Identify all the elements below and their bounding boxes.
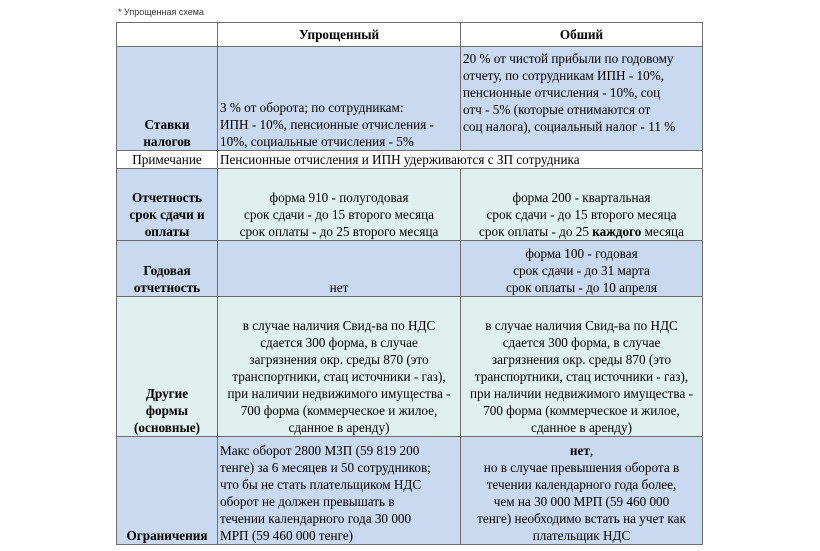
rates-simplified-line: 3 % от оборота; по сотрудникам: — [220, 100, 404, 115]
rates-label-line: Ставки — [144, 117, 190, 132]
other-forms-simplified-line: в случае наличия Свид-ва по НДС — [242, 318, 436, 333]
other-forms-general-line: транспортники, стац источники - газ), — [474, 369, 689, 384]
reporting-simplified — [218, 169, 461, 241]
limits-general-line: но в случае превышения оборота в — [483, 460, 680, 475]
rates-simplified — [218, 47, 461, 151]
annual-simplified: нет — [218, 241, 461, 297]
other-forms-general — [461, 297, 703, 437]
limits-row — [117, 437, 703, 545]
other-forms-general-line: сдается 300 форма, в случае — [502, 335, 661, 350]
other-forms-general-line: 700 форма (коммерческое и жилое, — [483, 403, 680, 418]
limits-general-text: , — [589, 443, 594, 458]
rates-simplified-line: ИПН - 10%, пенсионные отчисления - — [220, 117, 434, 132]
limits-simplified — [218, 437, 461, 545]
reporting-general-text: срок оплаты - до 25 — [479, 224, 593, 239]
other-forms-simplified — [218, 297, 461, 437]
note-row-text: Пенсионные отчисления и ИПН удерживаются с ЗП сотрудника — [218, 151, 703, 169]
reporting-label — [117, 169, 218, 241]
limits-simplified-line: Макс оборот 2800 МЗП (59 819 200 — [220, 443, 420, 458]
footnote-note: * Упрощенная схема — [118, 7, 204, 17]
reporting-simplified-line: срок сдачи - до 15 второго месяца — [244, 207, 434, 222]
annual-general — [461, 241, 703, 297]
header-general: Обший — [461, 23, 703, 47]
reporting-label-line: срок сдачи и — [129, 207, 205, 222]
rates-label — [117, 47, 218, 151]
annual-general-line: срок сдачи - до 31 марта — [513, 263, 650, 278]
limits-general-line: течении календарного года более, — [486, 477, 677, 492]
header-corner-cell — [117, 23, 218, 47]
rates-general-line: соц налога), социальный налог - 11 % — [463, 119, 676, 134]
reporting-general — [461, 169, 703, 241]
rates-general-line: отчету, по сотрудникам ИПН - 10%, — [463, 68, 665, 83]
other-forms-simplified-line: сданное в аренду) — [288, 420, 390, 435]
annual-general-line: срок оплаты - до 10 апреля — [505, 280, 657, 295]
reporting-simplified-line: форма 910 - полугодовая — [269, 190, 409, 205]
other-forms-general-line: при наличии недвижимого имущества - — [469, 386, 694, 401]
header-row — [117, 23, 703, 47]
other-forms-label-line: формы — [145, 403, 189, 418]
limits-general — [461, 437, 703, 545]
other-forms-general-line: сданное в аренду) — [530, 420, 632, 435]
rates-general — [461, 47, 703, 151]
limits-general-line: тенге) необходимо встать на учет как — [477, 511, 686, 526]
reporting-general-line: срок сдачи - до 15 второго месяца — [486, 207, 677, 222]
other-forms-general-line: загрязнения окр. среды 870 (это — [491, 352, 672, 367]
annual-label-line: отчетность — [133, 280, 201, 295]
limits-label: Ограничения — [117, 437, 218, 545]
reporting-label-line: Отчетность — [131, 190, 202, 205]
limits-general-line: плательщик НДС — [532, 528, 631, 543]
reporting-general-line — [463, 223, 700, 240]
rates-general-line: отч - 5% (которые отнимаются от — [463, 102, 651, 117]
limits-general-emphasis: нет — [569, 443, 590, 458]
note-row-label: Примечание — [117, 151, 218, 169]
rates-row — [117, 47, 703, 151]
other-forms-simplified-line: сдается 300 форма, в случае — [260, 335, 418, 350]
reporting-label-line: оплаты — [144, 224, 190, 239]
annual-label-line: Годовая — [143, 263, 191, 278]
other-forms-simplified-line: загрязнения окр. среды 870 (это — [249, 352, 429, 367]
other-forms-label — [117, 297, 218, 437]
other-forms-general-line: в случае наличия Свид-ва по НДС — [485, 318, 678, 333]
rates-general-line: пенсионные отчисления - 10%, соц — [463, 85, 661, 100]
annual-label — [117, 241, 218, 297]
limits-general-line — [463, 442, 700, 459]
reporting-general-line: форма 200 - квартальная — [512, 190, 651, 205]
limits-simplified-line: МРП (59 460 000 тенге) — [220, 528, 354, 543]
note-row — [117, 151, 703, 169]
other-forms-simplified-line: транспортники, стац источники - газ), — [232, 369, 446, 384]
reporting-general-emphasis: каждого — [592, 224, 642, 239]
limits-simplified-line: тенге) за 6 месяцев и 50 сотрудников; — [220, 460, 431, 475]
other-forms-label-line: (основные) — [134, 420, 200, 435]
other-forms-simplified-line: 700 форма (коммерческое и жилое, — [240, 403, 438, 418]
other-forms-simplified-line: при наличии недвижимого имущества - — [227, 386, 451, 401]
limits-simplified-line: что бы не стать плательщиком НДС — [220, 477, 422, 492]
other-forms-label-line: Другие — [145, 386, 189, 401]
other-forms-row — [117, 297, 703, 437]
annual-row — [117, 241, 703, 297]
limits-general-line: чем на 30 000 МРП (59 460 000 — [493, 494, 670, 509]
reporting-row — [117, 169, 703, 241]
rates-simplified-line: 10%, социальные отчисления - 5% — [220, 134, 414, 149]
comparison-table — [116, 22, 703, 545]
rates-general-line: 20 % от чистой прибыли по годовому — [463, 51, 674, 66]
reporting-general-text: месяца — [641, 224, 684, 239]
limits-simplified-line: течении календарного года 30 000 — [220, 511, 412, 526]
header-simplified: Упрощенный — [218, 23, 461, 47]
annual-general-line: форма 100 - годовая — [525, 246, 638, 261]
reporting-simplified-line: срок оплаты - до 25 второго месяца — [239, 224, 439, 239]
limits-simplified-line: оборот не должен превышать в — [220, 494, 395, 509]
rates-label-line: налогов — [143, 134, 191, 149]
